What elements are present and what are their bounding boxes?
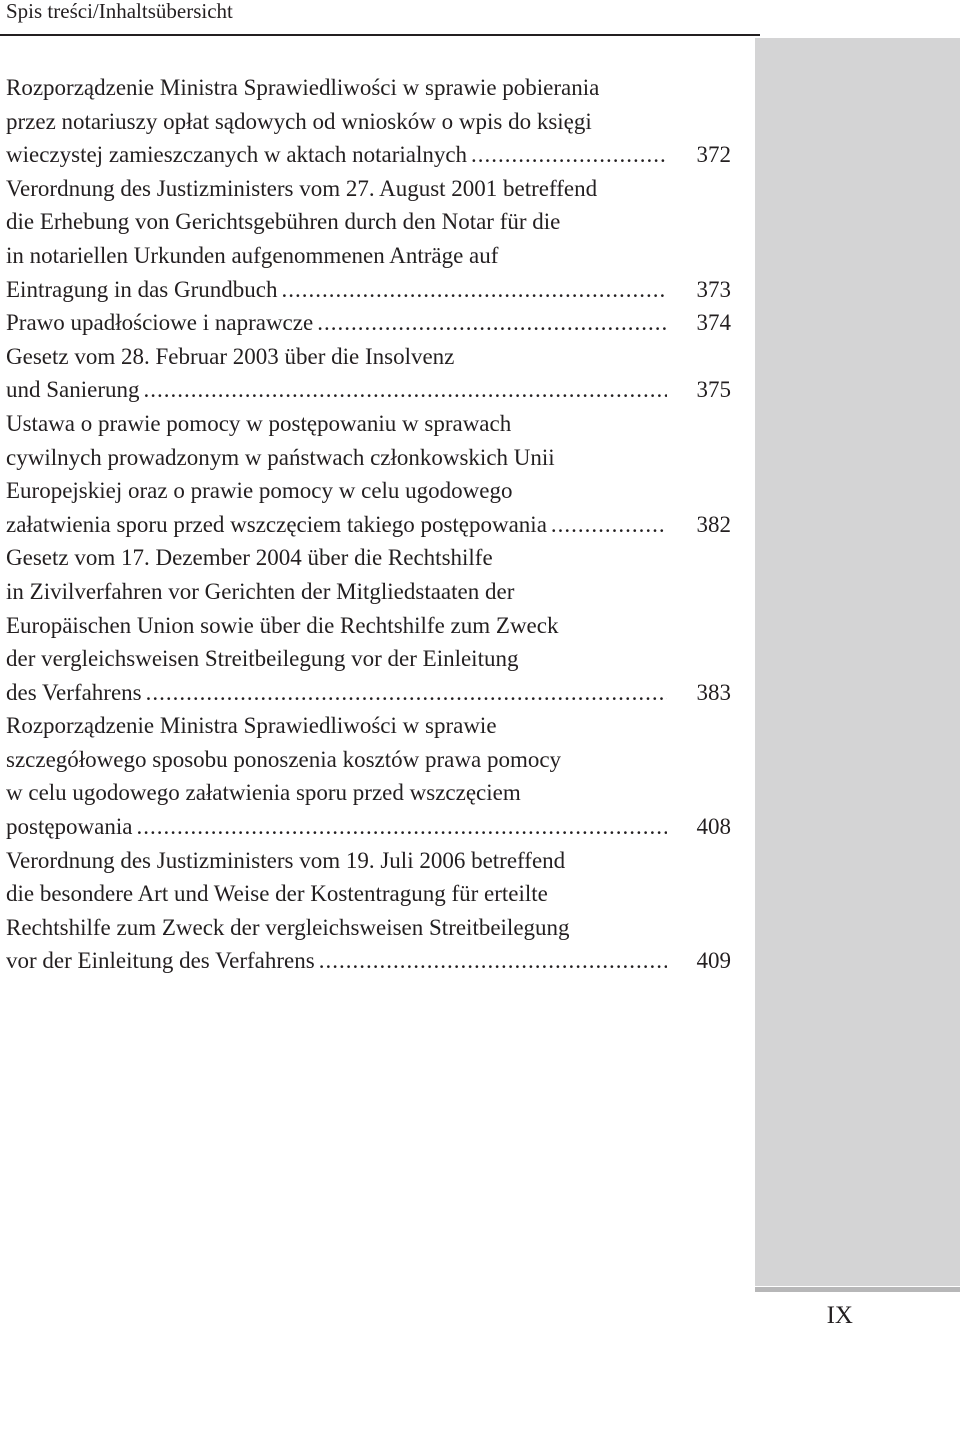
table-of-contents	[6, 71, 731, 978]
running-header: Spis treści/Inhaltsübersicht	[6, 0, 233, 23]
toc-entry-text: und Sanierung	[6, 377, 140, 403]
toc-page-number[interactable]: 383	[696, 679, 731, 705]
toc-entry-line: Verordnung des Justizministers vom 27. August 2001 betreffend	[6, 175, 598, 201]
toc-entry-line: w celu ugodowego załatwienia sporu przed wszczęciem	[6, 780, 521, 806]
toc-entry-line: przez notariuszy opłat sądowych od wniosków o wpis do księgi	[6, 108, 592, 134]
toc-entry-text: des Verfahrens	[6, 679, 142, 705]
toc-entry-last-line	[6, 810, 731, 844]
toc-entry-last-line	[6, 373, 731, 407]
toc-entry-last-line	[6, 944, 731, 978]
toc-entry[interactable]	[6, 407, 731, 541]
toc-page-number[interactable]: 382	[696, 511, 731, 537]
side-margin-band	[755, 38, 960, 1286]
toc-entry[interactable]	[6, 172, 731, 306]
toc-entry-text: Prawo upadłościowe i naprawcze	[6, 310, 314, 336]
toc-entry-line: Rozporządzenie Ministra Sprawiedliwości w sprawie	[6, 713, 497, 739]
toc-page-number[interactable]: 408	[696, 814, 731, 840]
toc-entry-line: die besondere Art und Weise der Kostentragung für erteilte	[6, 881, 548, 907]
toc-page-number[interactable]: 375	[696, 377, 731, 403]
dot-leader	[144, 373, 667, 407]
toc-page-number[interactable]: 409	[696, 948, 731, 974]
page-number-label: IX	[826, 1302, 853, 1329]
toc-entry-last-line	[6, 306, 731, 340]
header-rule	[0, 34, 760, 36]
toc-entry-line: Gesetz vom 17. Dezember 2004 über die Rechtshilfe	[6, 545, 493, 571]
toc-entry[interactable]	[6, 541, 731, 709]
toc-entry[interactable]	[6, 844, 731, 978]
toc-entry-line: Rozporządzenie Ministra Sprawiedliwości w sprawie pobierania	[6, 75, 600, 100]
toc-entry[interactable]	[6, 340, 731, 407]
toc-entry-line: der vergleichsweisen Streitbeilegung vor der Einleitung	[6, 646, 519, 672]
toc-entry-line: szczegółowego sposobu ponoszenia kosztów prawa pomocy	[6, 746, 562, 772]
toc-entry-line: in notariellen Urkunden aufgenommenen Anträge auf	[6, 242, 499, 268]
page-number-rule	[755, 1287, 960, 1292]
toc-entry-line: Ustawa o prawie pomocy w postępowaniu w sprawach	[6, 410, 512, 436]
toc-entry[interactable]	[6, 709, 731, 843]
toc-entry-last-line	[6, 138, 731, 172]
toc-entry-text: postępowania	[6, 814, 133, 840]
toc-entry[interactable]	[6, 71, 731, 172]
toc-entry-text: załatwienia sporu przed wszczęciem takiego postępowania	[6, 511, 547, 537]
dot-leader	[471, 138, 667, 172]
toc-entry-line: Rechtshilfe zum Zweck der vergleichsweisen Streitbeilegung	[6, 914, 570, 940]
toc-entry-last-line	[6, 676, 731, 710]
page-number	[755, 1302, 960, 1330]
toc-entry-text: vor der Einleitung des Verfahrens	[6, 948, 315, 974]
toc-entry-line: Europejskiej oraz o prawie pomocy w celu ugodowego	[6, 478, 513, 504]
toc-entry[interactable]	[6, 306, 731, 340]
dot-leader	[551, 508, 667, 542]
toc-page-number[interactable]: 373	[696, 276, 731, 302]
dot-leader	[146, 676, 667, 710]
dot-leader	[319, 944, 667, 978]
toc-entry-line: Gesetz vom 28. Februar 2003 über die Insolvenz	[6, 343, 455, 369]
toc-entry-last-line	[6, 508, 731, 542]
dot-leader	[136, 810, 667, 844]
toc-entry-line: cywilnych prowadzonym w państwach członkowskich Unii	[6, 444, 555, 470]
dot-leader	[317, 306, 667, 340]
toc-entry-line: Europäischen Union sowie über die Rechtshilfe zum Zweck	[6, 612, 559, 638]
toc-entry-last-line	[6, 273, 731, 307]
toc-entry-text: wieczystej zamieszczanych w aktach notarialnych	[6, 142, 468, 168]
dot-leader	[281, 273, 667, 307]
toc-page-number[interactable]: 372	[696, 142, 731, 168]
toc-entry-line: die Erhebung von Gerichtsgebühren durch den Notar für die	[6, 209, 561, 235]
toc-entry-line: in Zivilverfahren vor Gerichten der Mitgliedstaaten der	[6, 578, 515, 604]
toc-page-number[interactable]: 374	[696, 310, 731, 336]
toc-entry-text: Eintragung in das Grundbuch	[6, 276, 278, 302]
toc-entry-line: Verordnung des Justizministers vom 19. Juli 2006 betreffend	[6, 847, 566, 873]
